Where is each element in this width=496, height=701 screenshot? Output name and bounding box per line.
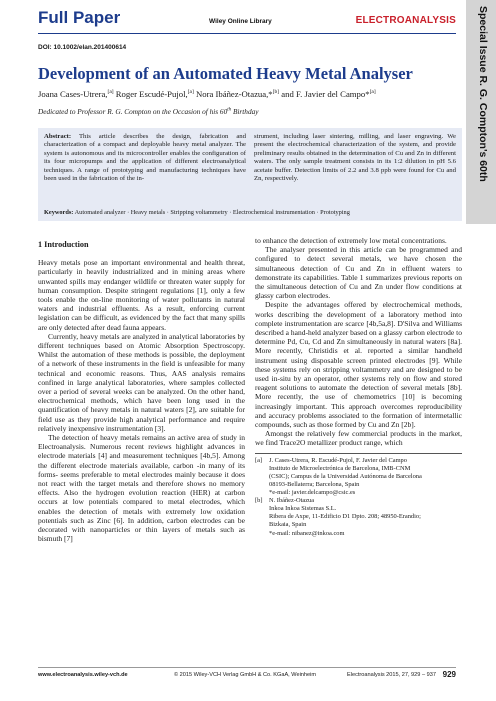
affiliation-email: *e-mail: javier.delcampo@csic.es	[269, 489, 356, 497]
author-affiliation-mark: [a]	[187, 89, 194, 96]
section-heading: 1 Introduction	[38, 240, 89, 249]
header-rule	[38, 33, 456, 34]
special-issue-label: Special Issue R. G. Compton's 60th	[477, 6, 489, 182]
abstract-col-1	[44, 133, 246, 208]
abstract-text-1: This article describes the design, fabrication and characterization of a compact and deployable heavy metal analyzer. The system is autonomous and its microcontroller enables the configuration of its four micropumps and the application of different electroanalytical techniques. A range of prototyping and manufacturing techniques have been used in the fabrication of the in-	[44, 133, 246, 183]
abstract-col-2	[254, 133, 456, 208]
paragraph: to enhance the detection of extremely low metal concentrations.	[255, 236, 447, 245]
affiliation-line: Ribera de Axpe, 11-Edificio D1 Dpto. 208; 48950-Erandio;	[269, 513, 421, 521]
affiliation-line: 08193-Bellaterra; Barcelona, Spain	[269, 480, 360, 488]
journal-name: ELECTROANALYSIS	[355, 15, 456, 26]
article-type: Full Paper	[38, 8, 121, 27]
footer-citation: Electroanalysis 2015, 27, 929 – 937	[347, 672, 436, 678]
paragraph: Heavy metals pose an important environmental and health threat, particularly in heavily industrialized and in mining areas where unwanted spills may endanger wildlife or threaten water supply for human consumption. Despite stringent regulations [1], only a few tools enable the on-line monitoring of water pollutants in natural waters and industrial effluents. As a result, enforcing current legislation can be difficult, as evidenced by the fact that many spills are only detected after dead fauna appears.	[38, 258, 245, 332]
author-name: and F. Javier del Campo*	[281, 89, 370, 99]
paragraph: The detection of heavy metals remains an active area of study in Electroanalysis. Numerous recent reviews highlight advances in electrode materials [4] and measurement techniques [4b,5]. Among the different electrode materials available, carbon -in many of its forms- seems preferable to metal electrodes mainly because it does not react with the target metals and therefore shows no memory effects. Also the hydrogen evolution reaction (HER) at carbon occurs at low potentials compared to metal electrodes, which enables the detection of metals with extremely low oxidation potentials such as Zinc [6]. In addition, carbon electrodes can be decorated with nanoparticles or thin layers of metals such as bismuth [7]	[38, 433, 245, 544]
footer-url[interactable]: www.electroanalysis.wiley-vch.de	[38, 672, 128, 678]
affiliation-lines	[269, 457, 422, 497]
dedication-sup: th	[227, 107, 232, 113]
body-col-right	[255, 236, 462, 649]
affiliation-tag: [b]	[255, 497, 263, 505]
body-col-left	[38, 236, 245, 649]
abstract-box	[38, 128, 462, 221]
affiliation	[255, 497, 462, 537]
affiliation-line: J. Cases-Utrera, R. Escudé-Pujol, F. Javier del Campo	[269, 456, 407, 464]
affiliation-line: Bizkaia, Spain	[269, 521, 307, 529]
affiliation-tag: [a]	[255, 456, 263, 464]
keywords-label: Keywords:	[44, 209, 74, 216]
paragraph: Amongst the relatively few commercial products in the market, we find Trace2O metallizer product range, which	[255, 429, 462, 448]
affiliation-lines	[269, 497, 421, 537]
abstract-columns	[44, 133, 456, 208]
author-name: Nora Ibáñez-Otazua,*	[195, 89, 273, 99]
paragraph: Despite the advantages offered by electrochemical methods, works describing the development of a laboratory method into complete instrumentation are scarce [4b,5a,8]. D'Silva and Williams described a hand-held analyzer based on a glassy carbon electrode to determine Pd, Cu, Cd and Zn simultaneously in natural waters [8a]. More recently, Christidis et al. reported a similar handheld instrument using disposable screen printed electrodes [9]. While these systems rely on stripping voltammetry and are designed to be used in-situ by an operator, other systems rely on flow and stored reagent solutions to automate the detection of several metals [8b]. More recently, the use of chemometrics [10] is becoming increasingly important. This approach overcomes reproducibility and accuracy problems associated to the formation of intermetallic compounds, such as those formed by Cu and Zn [2b].	[255, 300, 462, 430]
dedication	[38, 107, 259, 116]
affiliations	[255, 453, 462, 538]
affiliation-line: Instituto de Microelectrónica de Barcelona, IMB-CNM	[269, 464, 411, 472]
author-affiliation-mark: [a]	[107, 89, 114, 96]
author-list	[38, 89, 376, 99]
affiliation-email: *e-mail: nibanez@inkoa.com	[269, 529, 345, 537]
page-number: 929	[442, 670, 456, 679]
author-affiliation-mark: [b]	[272, 89, 280, 96]
article-title: Development of an Automated Heavy Metal Analyser	[38, 64, 413, 83]
affiliation	[255, 457, 462, 497]
dedication-text: Dedicated to Professor R. G. Compton on the Occasion of his 60	[38, 107, 228, 116]
abstract-text-2: strument, including laser sintering, milling, and laser engraving. We present the electrochemical characterization of the system, and provide preliminary results obtained in the determination of Cu and Zn in different waters. The only sample treatment consists in its 1:2 dilution in pH 5.6 acetate buffer. Detection limits of 2.2 and 3.8 ppb were found for Cu and Zn, respectively.	[254, 133, 456, 183]
platform-name: Wiley Online Library	[209, 18, 272, 25]
affiliation-line: (CSIC); Campus de la Universidad Autónoma de Barcelona	[269, 472, 422, 480]
author-name: Joana Cases-Utrera,	[38, 89, 108, 99]
special-issue-tab	[466, 0, 496, 224]
keywords	[44, 209, 456, 216]
author-affiliation-mark: [a]	[369, 89, 376, 96]
dedication-tail: Birthday	[231, 107, 259, 116]
footer-rule	[38, 667, 456, 668]
keywords-list: Automated analyzer · Heavy metals · Stripping voltammetry · Electrochemical instrumentation · Prototyping	[73, 209, 350, 216]
body-columns	[38, 236, 462, 649]
paragraph: The analyser presented in this article can be programmed and configured to detect several metals, we have chosen the simultaneous detection of Cu and Zn in effluent waters to demonstrate its capabilities. Table 1 summarizes previous reports on the simultaneous detection of Cu and Zn under flow conditions at glassy carbon electrodes.	[255, 245, 462, 301]
author-name: Roger Escudé-Pujol,	[115, 89, 188, 99]
abstract-label: Abstract:	[44, 133, 72, 140]
paragraph: Currently, heavy metals are analyzed in analytical laboratories by different techniques based on Atomic Absorption Spectroscopy. Whilst the automation of these methods is possible, the deployment of a network of these instruments in the field is unfeasible for many technical and economic reasons. Thus, AAS analysis remains confined in large analytical laboratories, where samples collected over a period of several weeks can be analyzed. On the other hand, electrochemical methods, which have been long used in the quantification of heavy metals in natural waters [2], are suitable for field use as they provide high analytical performance and require relatively inexpensive instrumentation [3].	[38, 331, 245, 433]
doi: DOI: 10.1002/elan.201400614	[38, 44, 127, 51]
affiliation-line: Inkoa Inkoa Sistemas S.L.	[269, 505, 337, 513]
affiliation-line: N. Ibáñez-Otazua	[269, 497, 315, 505]
footer-copyright: © 2015 Wiley-VCH Verlag GmbH & Co. KGaA, Weinheim	[174, 672, 317, 678]
